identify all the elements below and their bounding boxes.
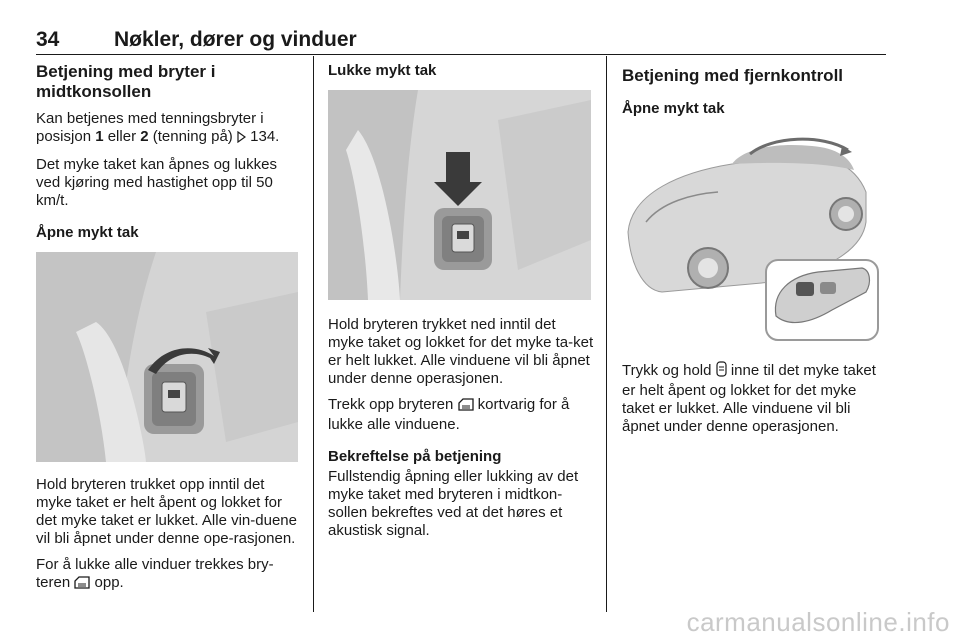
- page-number: 34: [36, 28, 60, 51]
- section-heading-console: Betjening med bryter i midtkonsollen: [36, 62, 216, 101]
- subheading-confirmation: Bekreftelse på betjening: [328, 448, 502, 465]
- remote-roof-button-icon: [716, 361, 727, 382]
- illustration-console-switch-close: [328, 90, 591, 300]
- window-switch-icon: [74, 576, 90, 594]
- paragraph-ignition: Kan betjenes med tenningsbryter i posisjon 1 eller 2 (tenning på) 134.: [36, 110, 301, 148]
- column-2: [328, 62, 594, 548]
- illustration-console-switch-open: [36, 252, 298, 462]
- column-3: [622, 62, 888, 444]
- paragraph-hold-switch-close: Hold bryteren trykket ned inntil det myke taket og lokket for det myke ta-ket er helt lukket. Alle vinduene vil bli åpnet under denne operasjonen.: [328, 316, 594, 387]
- paragraph-close-windows: For å lukke alle vinduer trekkes bry-teren opp.: [36, 556, 301, 594]
- paragraph-speed: Det myke taket kan åpnes og lukkes ved kjøring med hastighet opp til 50 km/t.: [36, 156, 277, 209]
- paragraph-hold-switch-open: Hold bryteren trukket opp inntil det myke taket er helt åpent og lokket for det myke taket er lukket. Alle vin-duene vil bli åpnet under denne ope-rasjonen.: [36, 476, 297, 547]
- section-heading-remote: Betjening med fjernkontroll: [622, 66, 844, 85]
- subheading-open-roof-remote: Åpne mykt tak: [622, 100, 725, 117]
- paragraph-acoustic-signal: Fullstendig åpning eller lukking av det myke taket med bryteren i midtkon-sollen bekreftes ved at det høres et akustisk signal.: [328, 468, 579, 539]
- page-header: [36, 28, 886, 54]
- paragraph-pull-switch: Trekk opp bryteren kortvarig for å lukke alle vinduene.: [328, 396, 570, 433]
- header-divider: [36, 54, 886, 55]
- illustration-car-remote: [622, 132, 886, 347]
- page-title: Nøkler, dører og vinduer: [114, 28, 357, 51]
- column-divider-2: [606, 56, 607, 612]
- subheading-open-roof: Åpne mykt tak: [36, 224, 139, 241]
- column-1: [36, 62, 301, 602]
- watermark: carmanualsonline.info: [686, 607, 950, 637]
- reference-arrow-icon: [237, 130, 246, 148]
- column-divider-1: [313, 56, 314, 612]
- paragraph-remote-hold: Trykk og hold inne til det myke taket er helt åpent og lokket for det myke taket er lukket. Alle vinduene vil bli åpnet under denne operasjonen.: [622, 362, 876, 435]
- subheading-close-roof: Lukke mykt tak: [328, 62, 437, 79]
- window-switch-icon: [458, 398, 474, 416]
